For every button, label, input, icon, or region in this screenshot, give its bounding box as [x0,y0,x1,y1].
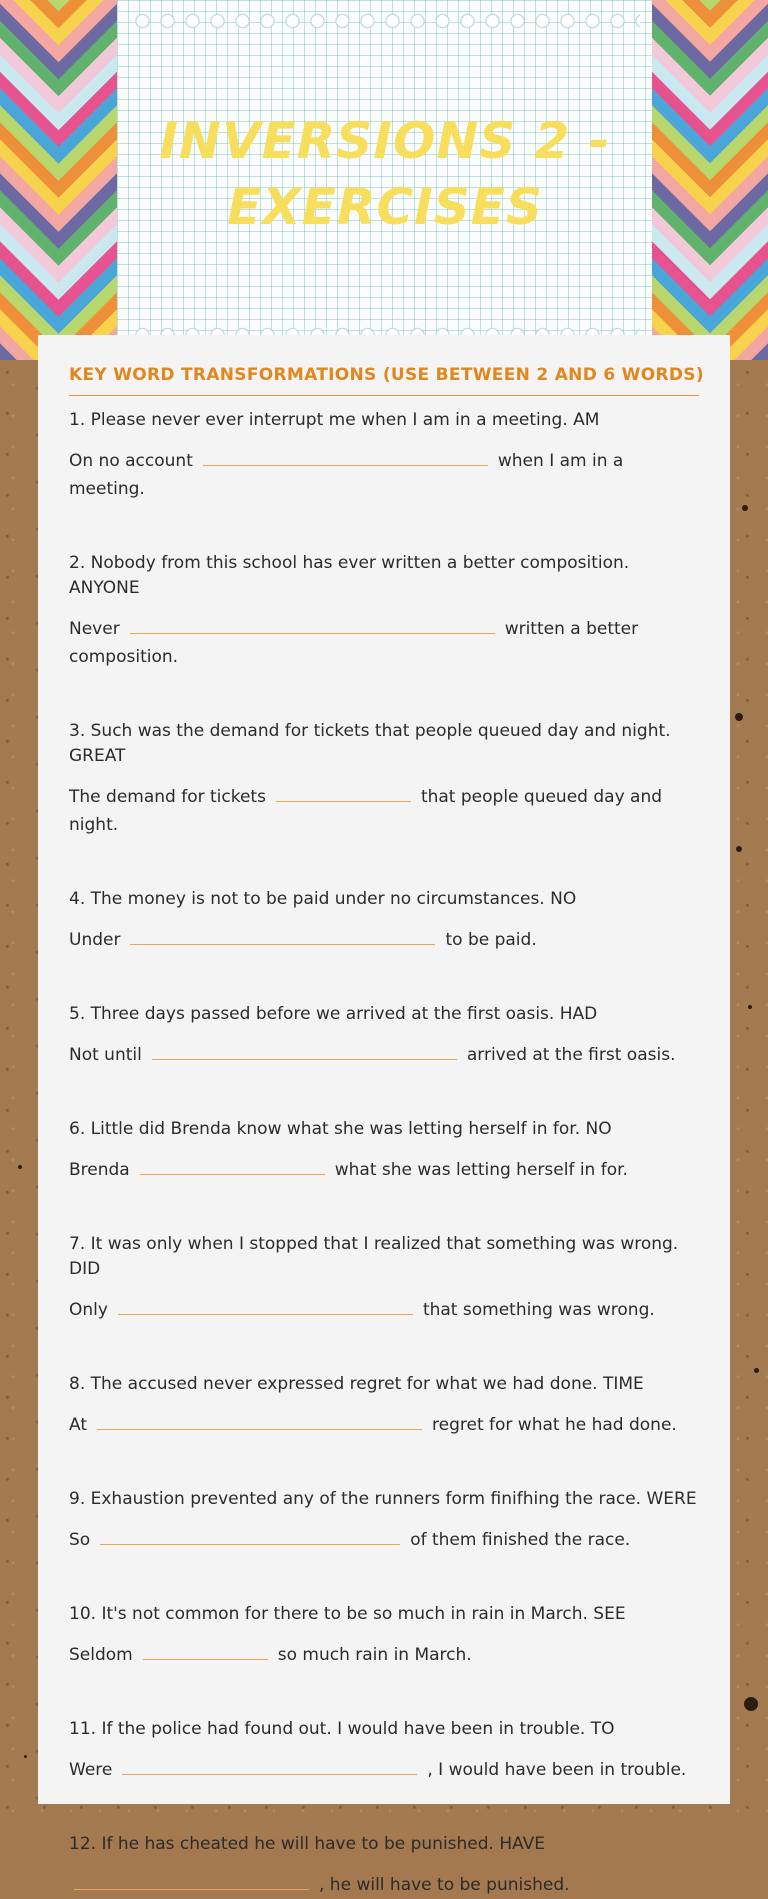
question-3 [69,719,699,839]
question-prompt: 8. The accused never expressed regret for what we had done. TIME [69,1374,644,1394]
page-title: INVERSIONS 2 - EXERCISES [159,112,611,236]
speckle [742,505,748,511]
trail-text: to be paid. [445,930,537,950]
answer-line [69,1867,699,1899]
speckle [748,1005,752,1009]
speckle [744,1697,758,1711]
question-5 [69,1002,699,1069]
trail-text: that something was wrong. [422,1300,655,1320]
section-title: KEY WORD TRANSFORMATIONS (USE BETWEEN 2 AND 6 WORDS) [69,365,699,396]
answer-line [69,1522,699,1554]
trail-text: , I would have been in trouble. [427,1760,687,1780]
trail-text: so much rain in March. [277,1645,472,1665]
trail-text: when I am in a meeting. [69,451,624,499]
speckle [754,1368,759,1373]
lead-text: On no account [69,451,193,471]
answer-line [69,779,699,839]
question-list [69,408,699,1899]
trail-text: of them finished the race. [410,1530,631,1550]
chevron-pattern-left [0,0,117,360]
header-banner [0,0,768,360]
question-prompt: 11. If the police had found out. I would have been in trouble. TO [69,1719,615,1739]
answer-blank[interactable] [143,1637,268,1660]
question-12 [69,1832,699,1899]
question-prompt: 10. It's not common for there to be so much in rain in March. SEE [69,1604,626,1624]
question-2 [69,551,699,671]
answer-line [69,443,699,503]
answer-blank[interactable] [276,779,411,802]
speckle [736,846,742,852]
lead-text: Brenda [69,1160,130,1180]
answer-line [69,1752,699,1784]
answer-blank[interactable] [100,1522,400,1545]
question-6 [69,1117,699,1184]
answer-line [69,1637,699,1669]
lead-text: Were [69,1760,113,1780]
worksheet-card [38,335,730,1895]
question-10 [69,1602,699,1669]
trail-text: written a better composition. [69,619,639,667]
question-prompt: 12. If he has cheated he will have to be punished. HAVE [69,1834,546,1854]
answer-line [69,611,699,671]
question-prompt: 2. Nobody from this school has ever written a better composition. ANYONE [69,553,630,598]
speckle [24,1755,27,1758]
answer-line [69,1037,699,1069]
answer-line [69,1152,699,1184]
answer-line [69,1407,699,1439]
trail-text: that people queued day and night. [69,787,663,835]
question-9 [69,1487,699,1554]
lead-text: At [69,1415,87,1435]
question-11 [69,1717,699,1784]
question-4 [69,887,699,954]
answer-blank[interactable] [97,1407,422,1430]
chevron-pattern-right [652,0,768,360]
trail-text: arrived at the first oasis. [466,1045,676,1065]
answer-line [69,1292,699,1324]
trail-text: regret for what he had done. [432,1415,677,1435]
lead-text: Under [69,930,121,950]
answer-blank[interactable] [152,1037,457,1060]
answer-blank[interactable] [203,443,488,466]
question-prompt: 5. Three days passed before we arrived at the first oasis. HAD [69,1004,598,1024]
lead-text: Only [69,1300,108,1320]
lead-text: Seldom [69,1645,133,1665]
question-7 [69,1232,699,1324]
speckle [18,1165,22,1169]
lead-text: So [69,1530,91,1550]
answer-blank[interactable] [130,922,435,945]
lead-text: Not until [69,1045,142,1065]
question-prompt: 4. The money is not to be paid under no circumstances. NO [69,889,577,909]
lead-text: Never [69,619,120,639]
question-prompt: 1. Please never ever interrupt me when I am in a meeting. AM [69,410,600,430]
answer-blank[interactable] [122,1752,417,1775]
lead-text: The demand for tickets [69,787,266,807]
question-1 [69,408,699,503]
question-prompt: 7. It was only when I stopped that I realized that something was wrong. DID [69,1234,679,1279]
notebook-holes-top [130,12,640,30]
question-prompt: 3. Such was the demand for tickets that people queued day and night. GREAT [69,721,671,766]
question-8 [69,1372,699,1439]
trail-text: what she was letting herself in for. [334,1160,628,1180]
question-prompt: 6. Little did Brenda know what she was letting herself in for. NO [69,1119,612,1139]
answer-line [69,922,699,954]
answer-blank[interactable] [118,1292,413,1315]
answer-blank[interactable] [140,1152,325,1175]
question-prompt: 9. Exhaustion prevented any of the runners form finifhing the race. WERE [69,1489,697,1509]
answer-blank[interactable] [130,611,495,634]
speckle [735,713,743,721]
answer-blank[interactable] [74,1867,309,1890]
trail-text: , he will have to be punished. [319,1875,570,1895]
